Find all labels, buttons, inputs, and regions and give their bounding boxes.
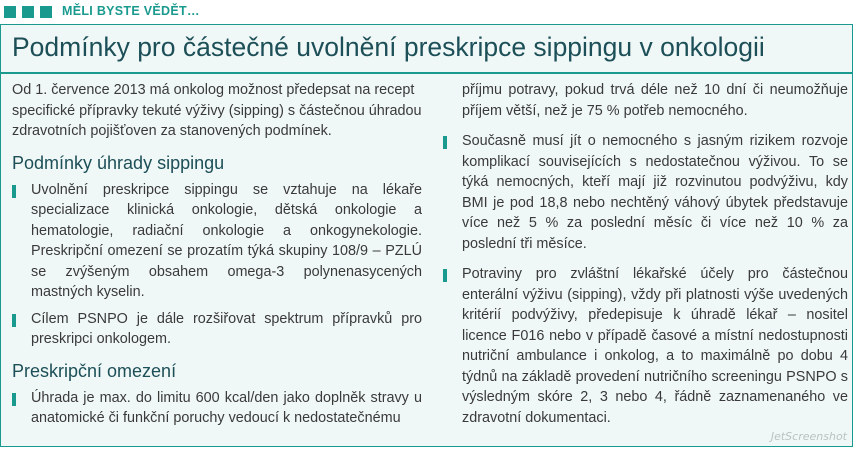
section-kicker: MĚLI BYSTE VĚDĚT… bbox=[62, 4, 200, 18]
list-item-text: Současně musí jít o nemocného s jasným rizikem rozvoje komplikací souvisejících s nedostatečnou výživou. To se týká nemocných, kteří mají již rozvinutou podvýživu, kdy BMI je pod 18,8 nebo nechtěný váhový úbytek představuje více než 5 % za poslední měsíc či více než 10 % za poslední tři měsíce. bbox=[462, 133, 848, 252]
watermark: JetScreenshot bbox=[770, 430, 847, 443]
square-icon bbox=[4, 6, 16, 18]
section-heading: Preskripční omezení bbox=[12, 360, 177, 381]
bullet-bar-icon bbox=[12, 314, 16, 327]
list-item bbox=[12, 388, 422, 429]
list-item bbox=[12, 180, 422, 303]
intro-paragraph: Od 1. července 2013 má onkolog možnost předepsat na recept specifické přípravky tekuté výživy (sipping) s částečnou úhradou zdravotních pojišťoven za stanovených podmínek. bbox=[12, 82, 422, 139]
list-item-text: Potraviny pro zvláštní lékařské účely pro částečnou enterální výživu (sipping), vždy při platnosti výše uvedených kritérií podvýživy, předepisuje k úhradě lékař – nositel licence F016 nebo v případě časové a místní nedostupnosti nutriční ambulance i onkolog, a to maximálně po dobu 4 týdnů na základě provedení nutričního screeningu PSNPO s výsledným skóre 2, 3 nebo 4, řádně zaznamenaného ve zdravotní dokumentaci. bbox=[462, 266, 848, 426]
article-title: Podmínky pro částečné uvolnění preskripce sippingu v onkologii bbox=[12, 32, 765, 62]
bullet-bar-icon bbox=[443, 269, 447, 282]
list-item-text: Cílem PSNPO je dále rozšiřovat spektrum přípravků pro preskripci onkologem. bbox=[31, 310, 422, 347]
list-item bbox=[443, 264, 848, 428]
header-bar bbox=[0, 0, 855, 24]
bullet-bar-icon bbox=[443, 136, 447, 149]
bullet-bar-icon bbox=[12, 185, 16, 198]
section-heading: Podmínky úhrady sippingu bbox=[12, 152, 225, 173]
list-item-text: Uvolnění preskripce sippingu se vztahuje na lékaře specializace klinická onkologie, dětská onkologie a hematologie, radiační onkologie a onkogynekologie. Preskripční omezení se prozatím týká skupiny 108/9 – PZLÚ se zvýšeným obsahem omega-3 polynenasycených mastných kyselin. bbox=[31, 181, 422, 300]
title-divider bbox=[1, 72, 852, 74]
left-column bbox=[12, 80, 422, 435]
list-item bbox=[443, 131, 848, 254]
list-item-continuation: příjmu potravy, pokud trvá déle než 10 dní či neumožňuje příjem větší, než je 75 % potřeb nemocného. bbox=[462, 82, 848, 119]
list-item bbox=[12, 309, 422, 350]
list-item-text: Úhrada je max. do limitu 600 kcal/den jako doplněk stravy u anatomické či funkční poruchy vedoucí k nedostatečnému bbox=[31, 389, 422, 426]
square-icon bbox=[22, 6, 34, 18]
bullet-bar-icon bbox=[12, 393, 16, 406]
right-column bbox=[443, 80, 848, 434]
square-icon bbox=[40, 6, 52, 18]
